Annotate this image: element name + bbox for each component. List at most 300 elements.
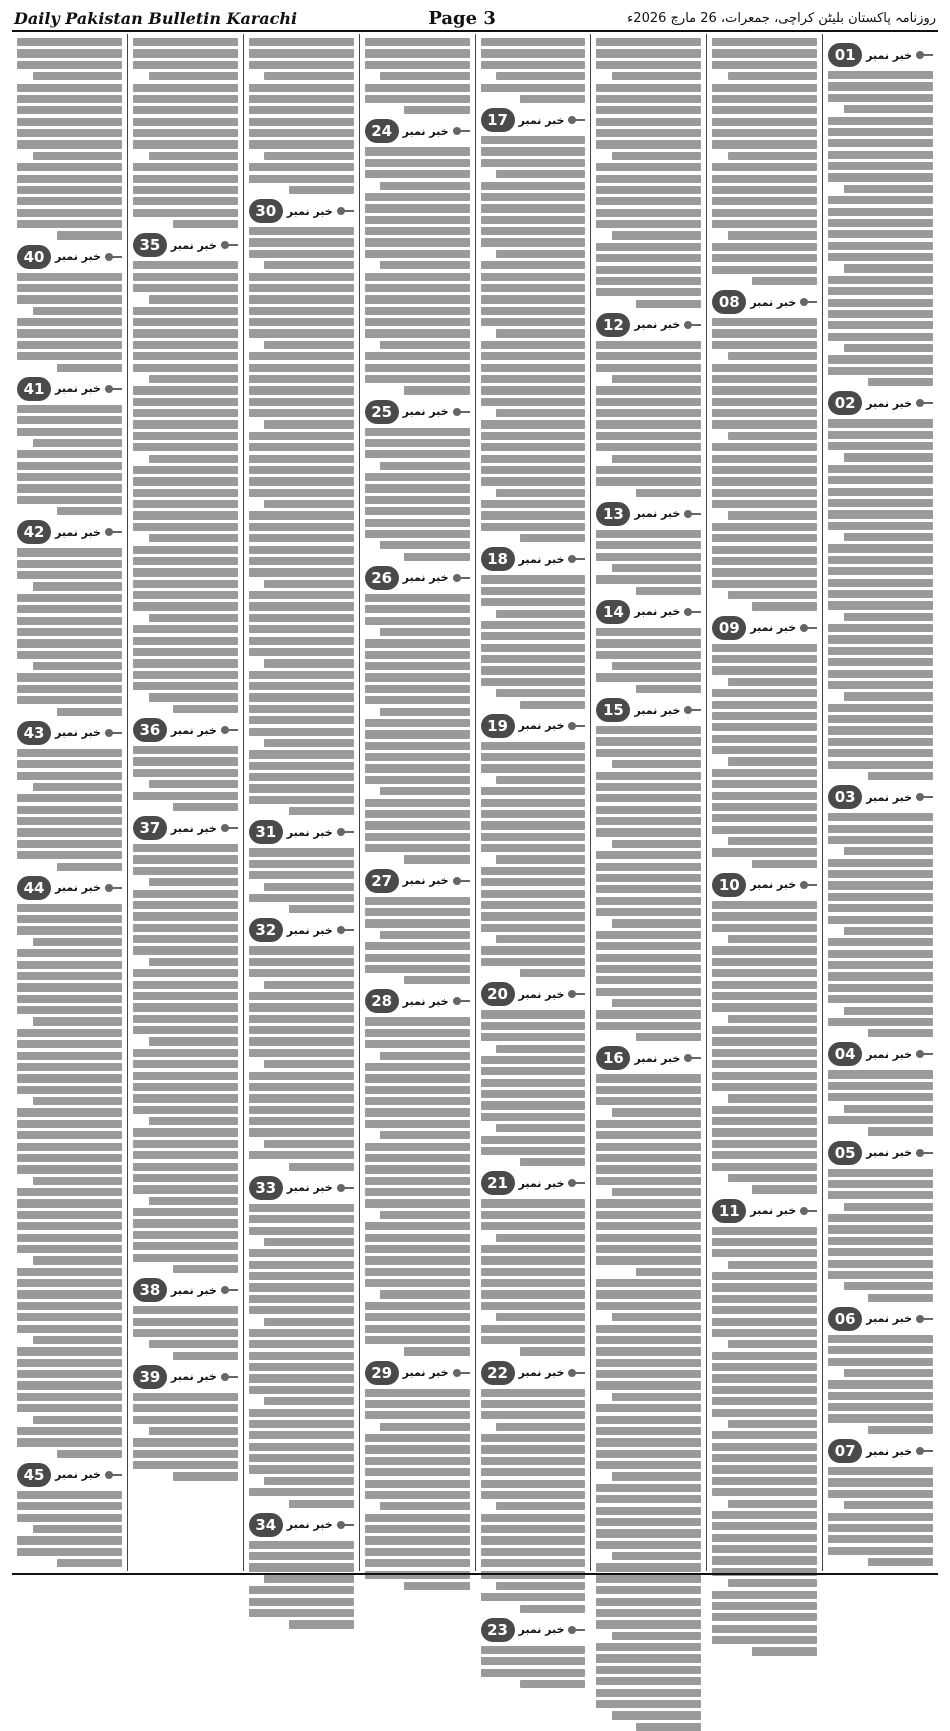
- text-line: [612, 840, 701, 848]
- text-line: [149, 614, 238, 622]
- text-line: [712, 1591, 817, 1599]
- text-line: [596, 477, 701, 485]
- text-line: [520, 1680, 585, 1688]
- text-line: [496, 1313, 585, 1321]
- text-line: [149, 958, 238, 966]
- text-line: [133, 1242, 238, 1250]
- text-line: [828, 1082, 933, 1090]
- news-item-number: 24: [365, 119, 399, 143]
- text-line: [249, 1363, 354, 1371]
- text-line: [133, 1106, 238, 1114]
- text-line: [596, 553, 701, 561]
- text-line: [17, 995, 122, 1003]
- text-line: [712, 95, 817, 103]
- text-line: [828, 139, 933, 147]
- text-line: [133, 546, 238, 554]
- text-line: [612, 1711, 701, 1719]
- header-pen-stroke: [568, 119, 585, 121]
- text-line: [712, 329, 817, 337]
- text-line: [365, 1457, 470, 1465]
- text-line: [596, 106, 701, 114]
- text-line: [249, 38, 354, 46]
- text-line: [365, 965, 470, 973]
- text-line: [828, 1380, 933, 1388]
- page-number: Page 3: [428, 7, 496, 29]
- text-line: [133, 1438, 238, 1446]
- text-line: [289, 807, 354, 815]
- text-line: [365, 170, 470, 178]
- text-line: [828, 1524, 933, 1532]
- text-line: [828, 995, 933, 1003]
- text-line: [844, 1105, 933, 1113]
- text-line: [596, 931, 701, 939]
- text-line: [481, 466, 586, 474]
- news-item-label: خبر نمبر: [402, 994, 449, 1008]
- text-line: [844, 692, 933, 700]
- news-item-number: 11: [712, 1199, 746, 1223]
- text-line: [133, 792, 238, 800]
- news-item-header: [249, 1512, 354, 1538]
- text-line: [33, 72, 122, 80]
- news-item-label: خبر نمبر: [402, 874, 449, 888]
- news-item-header: [596, 697, 701, 723]
- news-item-number: 23: [481, 1618, 515, 1642]
- text-line: [828, 1358, 933, 1366]
- text-line: [712, 1037, 817, 1045]
- text-line: [380, 1131, 469, 1139]
- text-line: [481, 1256, 586, 1264]
- text-line: [828, 938, 933, 946]
- text-line: [173, 1265, 238, 1273]
- text-line: [728, 432, 817, 440]
- text-line: [712, 1117, 817, 1125]
- news-item-header: [481, 546, 586, 572]
- text-line: [380, 787, 469, 795]
- text-line: [596, 976, 701, 984]
- text-line: [17, 1234, 122, 1242]
- header-pen-stroke: [916, 1053, 933, 1055]
- text-line: [828, 544, 933, 552]
- text-line: [149, 780, 238, 788]
- text-line: [481, 678, 586, 686]
- text-line: [828, 321, 933, 329]
- text-line: [481, 1336, 586, 1344]
- text-line: [712, 175, 817, 183]
- text-line: [481, 38, 586, 46]
- news-item-number: 34: [249, 1513, 283, 1537]
- text-line: [17, 926, 122, 934]
- text-line: [249, 1072, 354, 1080]
- text-line: [828, 670, 933, 678]
- text-line: [520, 1347, 585, 1355]
- text-line: [481, 1033, 586, 1041]
- text-line: [249, 969, 354, 977]
- text-line: [17, 352, 122, 360]
- news-item-label: خبر نمبر: [170, 821, 217, 835]
- text-line: [249, 671, 354, 679]
- text-line: [612, 1108, 701, 1116]
- text-line: [712, 186, 817, 194]
- text-line: [481, 946, 586, 954]
- text-line: [365, 273, 470, 281]
- text-line: [596, 1022, 701, 1030]
- text-line: [17, 1427, 122, 1435]
- header-pen-stroke: [568, 725, 585, 727]
- text-line: [249, 705, 354, 713]
- text-line: [844, 927, 933, 935]
- text-line: [365, 1040, 470, 1048]
- text-line: [404, 386, 469, 394]
- text-line: [404, 553, 469, 561]
- text-line: [596, 1598, 701, 1606]
- news-item-label: خبر نمبر: [518, 113, 565, 127]
- text-line: [828, 1225, 933, 1233]
- text-line: [17, 1359, 122, 1367]
- text-line: [249, 625, 354, 633]
- text-line: [752, 602, 817, 610]
- text-line: [365, 651, 470, 659]
- news-item-number: 41: [17, 377, 51, 401]
- text-line: [596, 1074, 701, 1082]
- text-line: [596, 1199, 701, 1207]
- text-line: [712, 1522, 817, 1530]
- text-line: [365, 159, 470, 167]
- text-line: [828, 635, 933, 643]
- text-line: [828, 173, 933, 181]
- text-line: [133, 175, 238, 183]
- text-line: [481, 764, 586, 772]
- text-line: [17, 1052, 122, 1060]
- text-line: [636, 1033, 701, 1041]
- text-line: [249, 1249, 354, 1257]
- news-item-header: [249, 819, 354, 845]
- text-line: [365, 1222, 470, 1230]
- text-line: [17, 1491, 122, 1499]
- text-line: [844, 1369, 933, 1377]
- text-line: [149, 1427, 238, 1435]
- text-line: [133, 140, 238, 148]
- text-line: [712, 197, 817, 205]
- text-line: [264, 261, 353, 269]
- text-line: [596, 628, 701, 636]
- text-line: [844, 1282, 933, 1290]
- text-line: [133, 61, 238, 69]
- text-line: [133, 992, 238, 1000]
- text-line: [264, 883, 353, 891]
- text-line: [481, 273, 586, 281]
- text-line: [149, 152, 238, 160]
- header-pen-stroke: [105, 887, 122, 889]
- text-line: [365, 1234, 470, 1242]
- text-line: [133, 1393, 238, 1401]
- text-line: [365, 484, 470, 492]
- text-line: [365, 942, 470, 950]
- text-line: [17, 318, 122, 326]
- text-line: [17, 1108, 122, 1116]
- text-line: [828, 510, 933, 518]
- text-line: [133, 1128, 238, 1136]
- news-item-label: خبر نمبر: [634, 507, 681, 521]
- news-item-header: [133, 717, 238, 743]
- news-item-number: 44: [17, 876, 51, 900]
- text-line: [596, 817, 701, 825]
- news-item-number: 37: [133, 816, 167, 840]
- text-line: [17, 118, 122, 126]
- text-line: [249, 682, 354, 690]
- text-line: [868, 1426, 933, 1434]
- news-column: [590, 34, 706, 1571]
- text-line: [828, 276, 933, 284]
- text-line: [712, 129, 817, 137]
- text-line: [596, 209, 701, 217]
- text-line: [828, 1214, 933, 1222]
- text-line: [596, 1529, 701, 1537]
- text-line: [380, 931, 469, 939]
- text-line: [149, 72, 238, 80]
- text-line: [365, 95, 470, 103]
- text-line: [249, 568, 354, 576]
- text-line: [596, 197, 701, 205]
- text-line: [496, 689, 585, 697]
- text-line: [17, 639, 122, 647]
- text-line: [404, 976, 469, 984]
- text-line: [17, 273, 122, 281]
- text-line: [249, 1106, 354, 1114]
- text-line: [520, 95, 585, 103]
- text-line: [17, 1370, 122, 1378]
- text-line: [596, 1609, 701, 1617]
- text-line: [133, 1140, 238, 1148]
- text-line: [481, 523, 586, 531]
- text-line: [249, 273, 354, 281]
- text-line: [17, 1245, 122, 1253]
- text-line: [380, 1502, 469, 1510]
- news-item-number: 14: [596, 600, 630, 624]
- news-item-label: خبر نمبر: [402, 405, 449, 418]
- text-line: [712, 1613, 817, 1621]
- text-line: [365, 450, 470, 458]
- text-line: [712, 1363, 817, 1371]
- text-line: [173, 803, 238, 811]
- news-item-label: خبر نمبر: [170, 1370, 217, 1384]
- text-line: [249, 762, 354, 770]
- text-line: [365, 428, 470, 436]
- text-line: [481, 1411, 586, 1419]
- header-pen-stroke: [916, 796, 933, 798]
- header-pen-stroke: [684, 1057, 701, 1059]
- news-item-header: [133, 1277, 238, 1303]
- text-line: [33, 582, 122, 590]
- text-line: [596, 175, 701, 183]
- text-line: [289, 1163, 354, 1171]
- header-pen-stroke: [221, 1289, 238, 1291]
- text-line: [365, 375, 470, 383]
- news-item-header: [828, 1140, 933, 1166]
- text-line: [844, 105, 933, 113]
- text-line: [868, 378, 933, 386]
- text-line: [828, 488, 933, 496]
- text-line: [596, 1563, 701, 1571]
- text-line: [264, 1318, 353, 1326]
- text-line: [249, 958, 354, 966]
- text-line: [712, 220, 817, 228]
- text-line: [133, 1083, 238, 1091]
- text-line: [481, 621, 586, 629]
- text-line: [133, 1049, 238, 1057]
- text-line: [596, 1336, 701, 1344]
- text-line: [481, 238, 586, 246]
- news-item-header: [828, 1306, 933, 1332]
- text-line: [828, 94, 933, 102]
- text-line: [249, 61, 354, 69]
- text-line: [844, 613, 933, 621]
- text-line: [481, 1400, 586, 1408]
- text-line: [636, 489, 701, 497]
- news-item-label: خبر نمبر: [286, 923, 333, 937]
- text-line: [596, 386, 701, 394]
- text-line: [17, 462, 122, 470]
- news-item-header: [17, 875, 122, 901]
- text-line: [596, 254, 701, 262]
- text-line: [264, 1477, 353, 1485]
- text-line: [828, 1547, 933, 1555]
- text-line: [596, 163, 701, 171]
- text-line: [712, 1140, 817, 1148]
- text-line: [481, 1646, 586, 1654]
- text-line: [712, 735, 817, 743]
- text-line: [712, 848, 817, 856]
- news-item-header: [133, 232, 238, 258]
- text-line: [712, 364, 817, 372]
- text-line: [612, 919, 701, 927]
- text-line: [249, 1261, 354, 1269]
- news-item-label: خبر نمبر: [55, 250, 101, 264]
- text-line: [481, 632, 586, 640]
- news-item-label: خبر نمبر: [634, 703, 681, 717]
- text-line: [365, 753, 470, 761]
- text-line: [365, 1063, 470, 1071]
- text-line: [596, 1359, 701, 1367]
- news-item-label: خبر نمبر: [750, 878, 797, 892]
- text-line: [17, 1381, 122, 1389]
- news-item-label: خبر نمبر: [55, 881, 101, 895]
- text-line: [365, 204, 470, 212]
- text-line: [712, 61, 817, 69]
- text-line: [712, 1003, 817, 1011]
- text-line: [17, 772, 122, 780]
- text-line: [596, 794, 701, 802]
- text-line: [33, 1177, 122, 1185]
- text-line: [365, 1199, 470, 1207]
- text-line: [17, 95, 122, 103]
- text-line: [17, 617, 122, 625]
- text-line: [133, 1254, 238, 1262]
- text-line: [596, 1381, 701, 1389]
- text-line: [133, 844, 238, 852]
- text-line: [249, 1037, 354, 1045]
- text-line: [249, 175, 354, 183]
- text-line: [481, 216, 586, 224]
- text-line: [828, 1116, 933, 1124]
- text-line: [712, 814, 817, 822]
- text-line: [636, 300, 701, 308]
- text-line: [133, 186, 238, 194]
- text-line: [249, 1128, 354, 1136]
- text-line: [133, 386, 238, 394]
- news-item-label: خبر نمبر: [866, 1444, 913, 1458]
- text-line: [828, 1169, 933, 1177]
- text-line: [365, 1525, 470, 1533]
- text-line: [596, 1302, 701, 1310]
- text-line: [249, 455, 354, 463]
- text-line: [133, 209, 238, 217]
- text-line: [496, 776, 585, 784]
- text-line: [868, 1558, 933, 1566]
- text-line: [712, 466, 817, 474]
- text-line: [712, 209, 817, 217]
- text-line: [365, 1086, 470, 1094]
- news-item-header: [712, 1198, 817, 1224]
- text-line: [481, 655, 586, 663]
- text-line: [264, 500, 353, 508]
- news-item-label: خبر نمبر: [402, 571, 449, 585]
- text-line: [365, 776, 470, 784]
- text-line: [249, 1586, 354, 1594]
- news-item-number: 42: [17, 520, 51, 544]
- text-line: [365, 833, 470, 841]
- text-line: [149, 1340, 238, 1348]
- text-line: [17, 38, 122, 46]
- text-line: [596, 443, 701, 451]
- text-line: [828, 1414, 933, 1422]
- text-line: [520, 1605, 585, 1613]
- text-line: [365, 1268, 470, 1276]
- text-line: [17, 1313, 122, 1321]
- text-line: [17, 972, 122, 980]
- text-line: [712, 1318, 817, 1326]
- text-line: [289, 1500, 354, 1508]
- header-pen-stroke: [568, 1372, 585, 1374]
- text-line: [712, 38, 817, 46]
- text-line: [596, 1689, 701, 1697]
- news-item-number: 06: [828, 1307, 862, 1331]
- text-line: [481, 61, 586, 69]
- text-line: [481, 511, 586, 519]
- text-line: [712, 1163, 817, 1171]
- text-line: [828, 367, 933, 375]
- news-item-label: خبر نمبر: [170, 238, 217, 252]
- text-line: [496, 1582, 585, 1590]
- news-item-label: خبر نمبر: [866, 1146, 913, 1159]
- text-line: [612, 231, 701, 239]
- text-line: [712, 901, 817, 909]
- text-line: [596, 432, 701, 440]
- text-line: [365, 1188, 470, 1196]
- text-line: [33, 307, 122, 315]
- news-item-label: خبر نمبر: [286, 204, 333, 218]
- text-line: [712, 140, 817, 148]
- news-item-header: [17, 244, 122, 270]
- text-line: [596, 352, 701, 360]
- text-line: [249, 1420, 354, 1428]
- header-pen-stroke: [453, 880, 470, 882]
- text-line: [828, 1403, 933, 1411]
- news-item-number: 45: [17, 1463, 51, 1487]
- text-line: [57, 507, 122, 515]
- text-line: [133, 591, 238, 599]
- news-item-number: 07: [828, 1439, 862, 1463]
- text-line: [365, 1302, 470, 1310]
